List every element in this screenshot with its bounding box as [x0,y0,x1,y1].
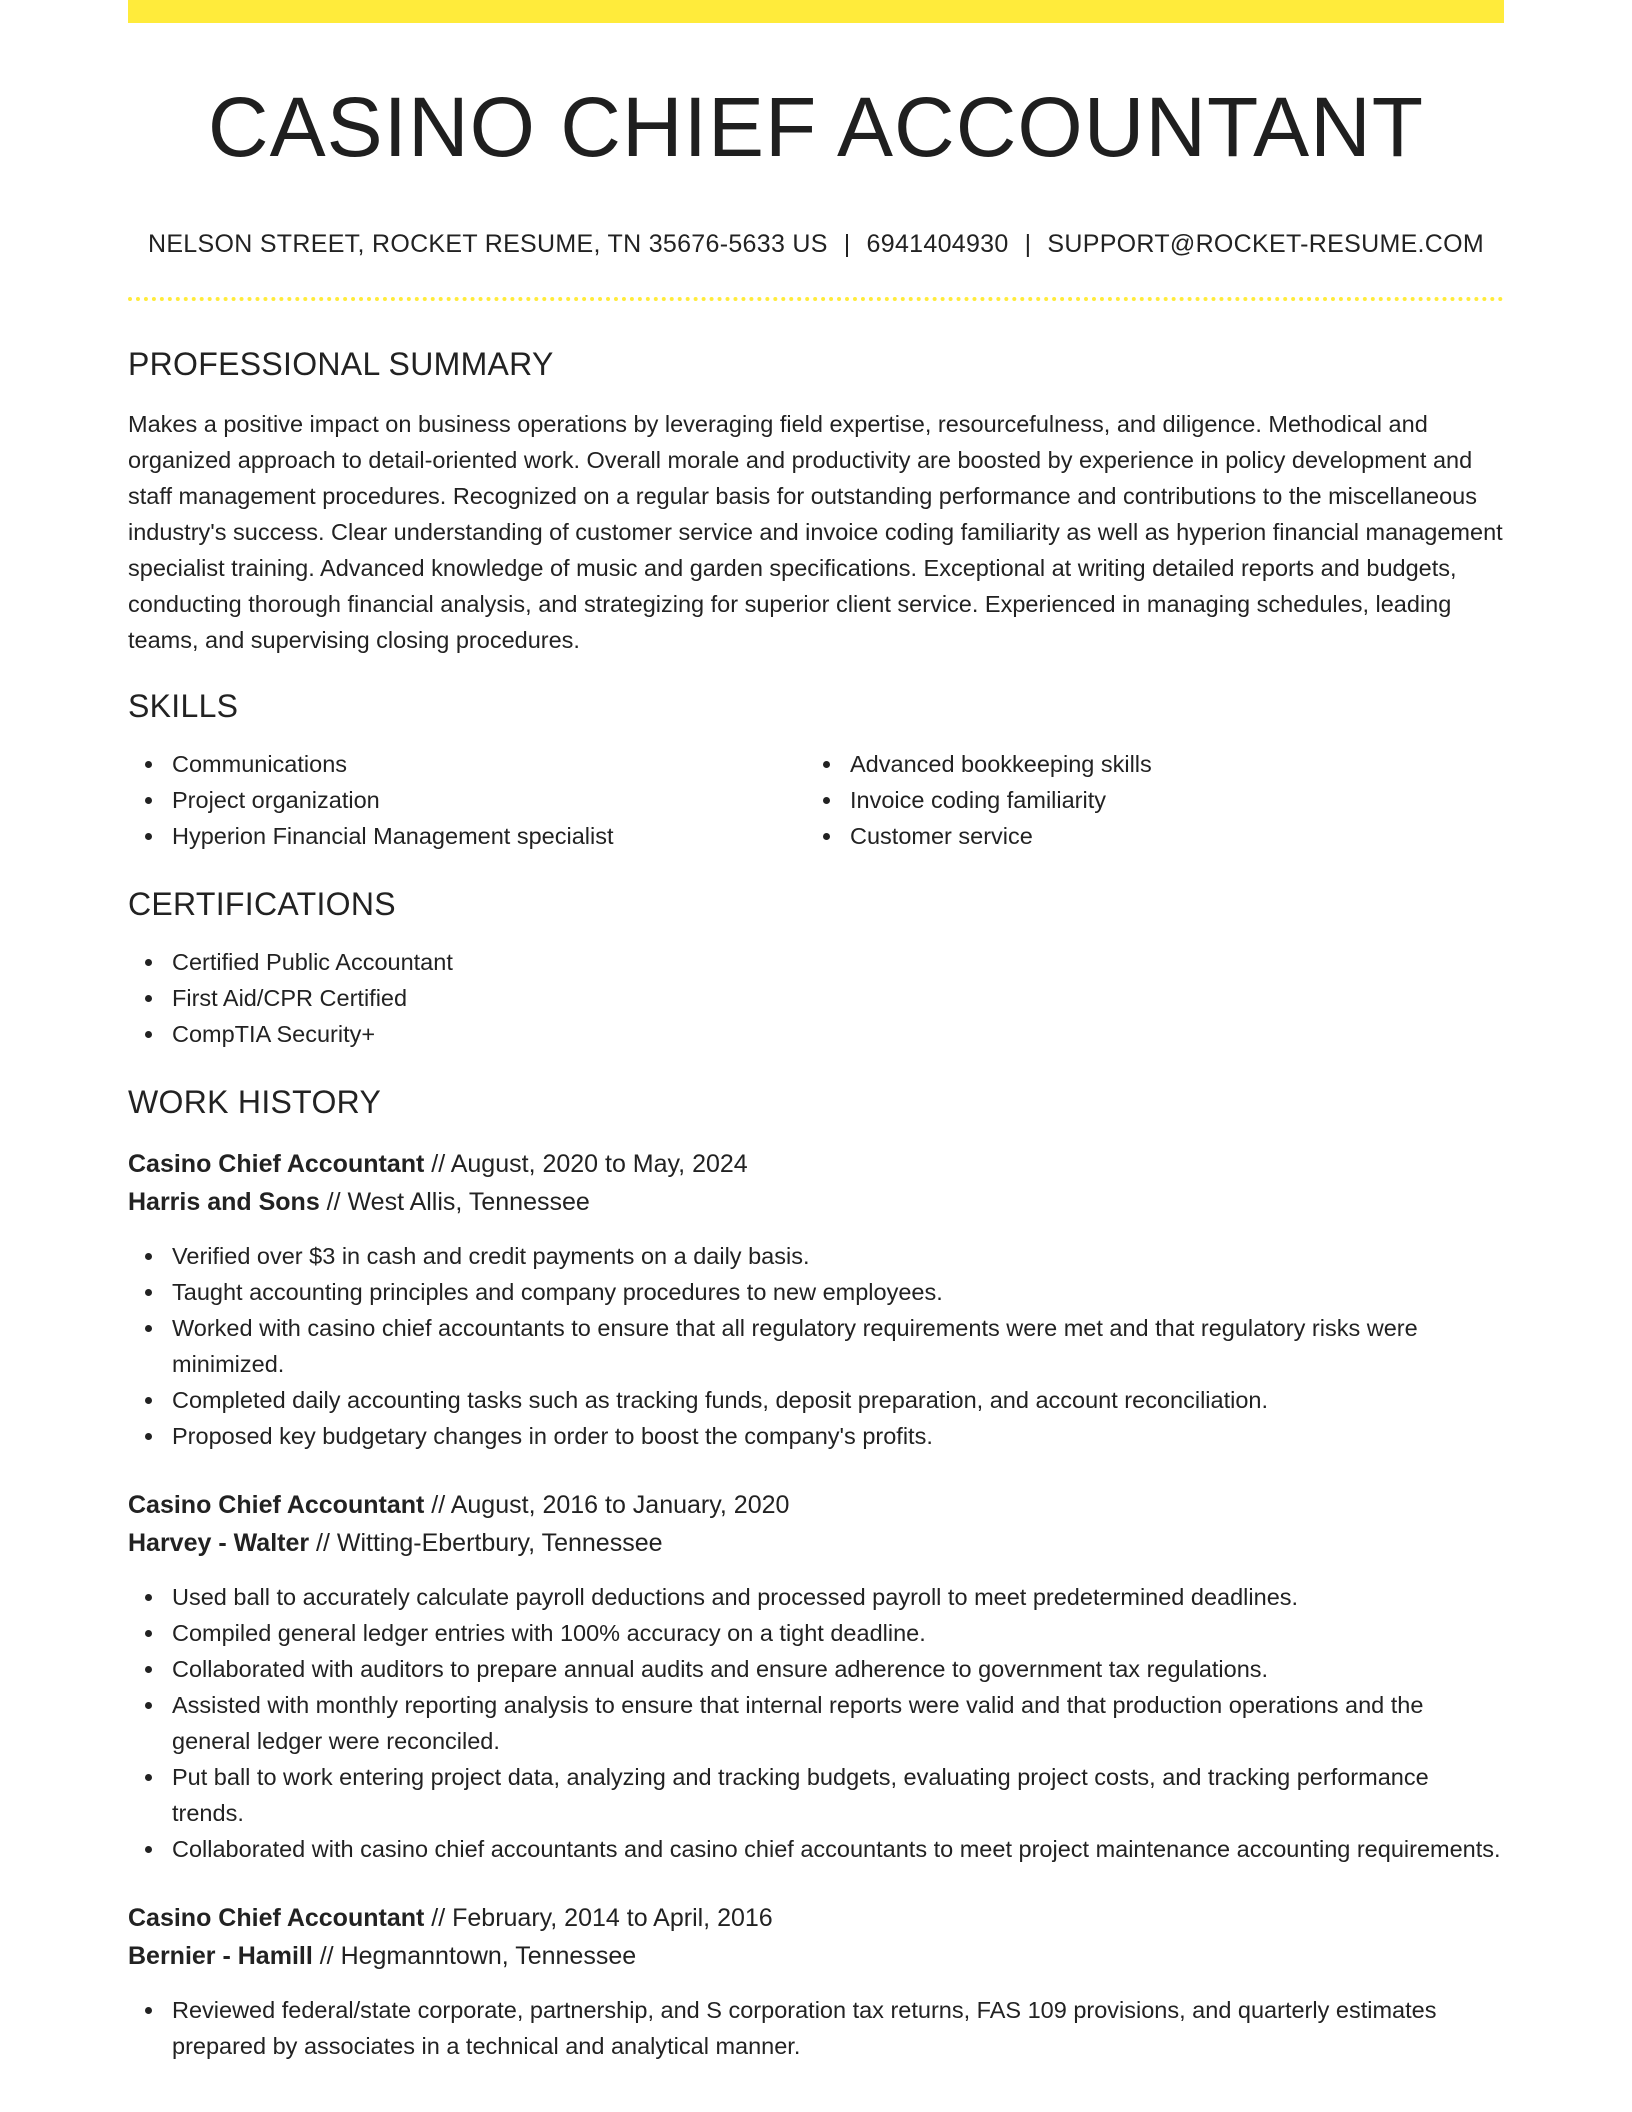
skills-list [128,746,1504,854]
certification-item: First Aid/CPR Certified [128,980,1504,1016]
job-duty: Used ball to accurately calculate payroll deductions and processed payroll to meet predetermined deadlines. [128,1579,1504,1615]
skills-column-right [806,746,1484,854]
job-company-line [128,1937,1504,1975]
job-company-line [128,1524,1504,1562]
job-company-line [128,1183,1504,1221]
dotted-divider [128,297,1504,301]
job-duty: Collaborated with casino chief accountants and casino chief accountants to meet project maintenance accounting requirements. [128,1831,1504,1867]
job-entry [128,1899,1504,2064]
summary-text: Makes a positive impact on business operations by leveraging field expertise, resourcefulness, and diligence. Methodical and organized approach to detail-oriented work. Overall morale and productivity are boosted by experience in policy development and staff management procedures. Recognized on a regular basis for outstanding performance and contributions to the miscellaneous industry's success. Clear understanding of customer service and invoice coding familiarity as well as hyperion financial management specialist training. Advanced knowledge of music and garden specifications. Exceptional at writing detailed reports and budgets, conducting thorough financial analysis, and strategizing for superior client service. Experienced in managing schedules, leading teams, and supervising closing procedures. [128,411,1503,653]
job-company: Bernier - Hamill [128,1942,313,1970]
skill-item: Invoice coding familiarity [806,782,1484,818]
job-duties [128,1238,1504,1454]
job-title-line [128,1899,1504,1937]
job-duty: Verified over $3 in cash and credit payments on a daily basis. [128,1238,1504,1274]
certification-item: CompTIA Security+ [128,1016,1504,1052]
job-title-line [128,1486,1504,1524]
job-location: // Hegmanntown, Tennessee [312,1942,637,1970]
job-location: // Witting-Ebertbury, Tennessee [309,1529,663,1557]
job-duty: Proposed key budgetary changes in order to boost the company's profits. [128,1418,1504,1454]
job-duty: Put ball to work entering project data, analyzing and tracking budgets, evaluating project costs, and tracking performance trends. [128,1759,1504,1831]
job-entry [128,1486,1504,1867]
job-duty: Compiled general ledger entries with 100% accuracy on a tight deadline. [128,1615,1504,1651]
skills-column-left [128,746,806,854]
job-dates: // August, 2016 to January, 2020 [424,1491,790,1519]
certifications-heading: CERTIFICATIONS [128,886,396,922]
job-dates: // August, 2020 to May, 2024 [424,1150,748,1178]
summary-heading: PROFESSIONAL SUMMARY [128,346,554,382]
job-duty: Reviewed federal/state corporate, partnership, and S corporation tax returns, FAS 109 provisions, and quarterly estimates prepared by associates in a technical and analytical manner. [128,1992,1504,2064]
job-location: // West Allis, Tennessee [319,1188,590,1216]
certification-item: Certified Public Accountant [128,944,1504,980]
skill-item: Advanced bookkeeping skills [806,746,1484,782]
job-entry [128,1145,1504,1454]
work-history-heading: WORK HISTORY [128,1084,382,1120]
skill-item: Project organization [128,782,806,818]
resume-page [128,0,1504,2064]
contact-separator: | [1024,230,1032,258]
certifications-list [128,944,1504,1052]
contact-phone: 6941404930 [866,230,1009,258]
skill-item: Communications [128,746,806,782]
contact-separator: | [843,230,851,258]
contact-email: SUPPORT@ROCKET-RESUME.COM [1047,230,1485,258]
job-duty: Worked with casino chief accountants to ensure that all regulatory requirements were met and that regulatory risks were minimized. [128,1310,1504,1382]
job-dates: // February, 2014 to April, 2016 [424,1904,773,1932]
job-duty: Taught accounting principles and company procedures to new employees. [128,1274,1504,1310]
job-title: Casino Chief Accountant [128,1150,425,1178]
job-duty: Completed daily accounting tasks such as tracking funds, deposit preparation, and account reconciliation. [128,1382,1504,1418]
contact-line [128,230,1504,259]
job-duties [128,1579,1504,1867]
skills-heading: SKILLS [128,688,239,724]
top-accent-bar [128,0,1504,23]
job-duty: Assisted with monthly reporting analysis to ensure that internal reports were valid and that production operations and the general ledger were reconciled. [128,1687,1504,1759]
job-title-line [128,1145,1504,1183]
skill-item: Hyperion Financial Management specialist [128,818,806,854]
resume-name: CASINO CHIEF ACCOUNTANT [207,80,1425,174]
job-title: Casino Chief Accountant [128,1491,425,1519]
job-title: Casino Chief Accountant [128,1904,425,1932]
job-duty: Collaborated with auditors to prepare annual audits and ensure adherence to government tax regulations. [128,1651,1504,1687]
job-company: Harris and Sons [128,1188,320,1216]
job-duties [128,1992,1504,2064]
contact-address: NELSON STREET, ROCKET RESUME, TN 35676-5633 US [147,230,828,258]
skill-item: Customer service [806,818,1484,854]
job-company: Harvey - Walter [128,1529,310,1557]
